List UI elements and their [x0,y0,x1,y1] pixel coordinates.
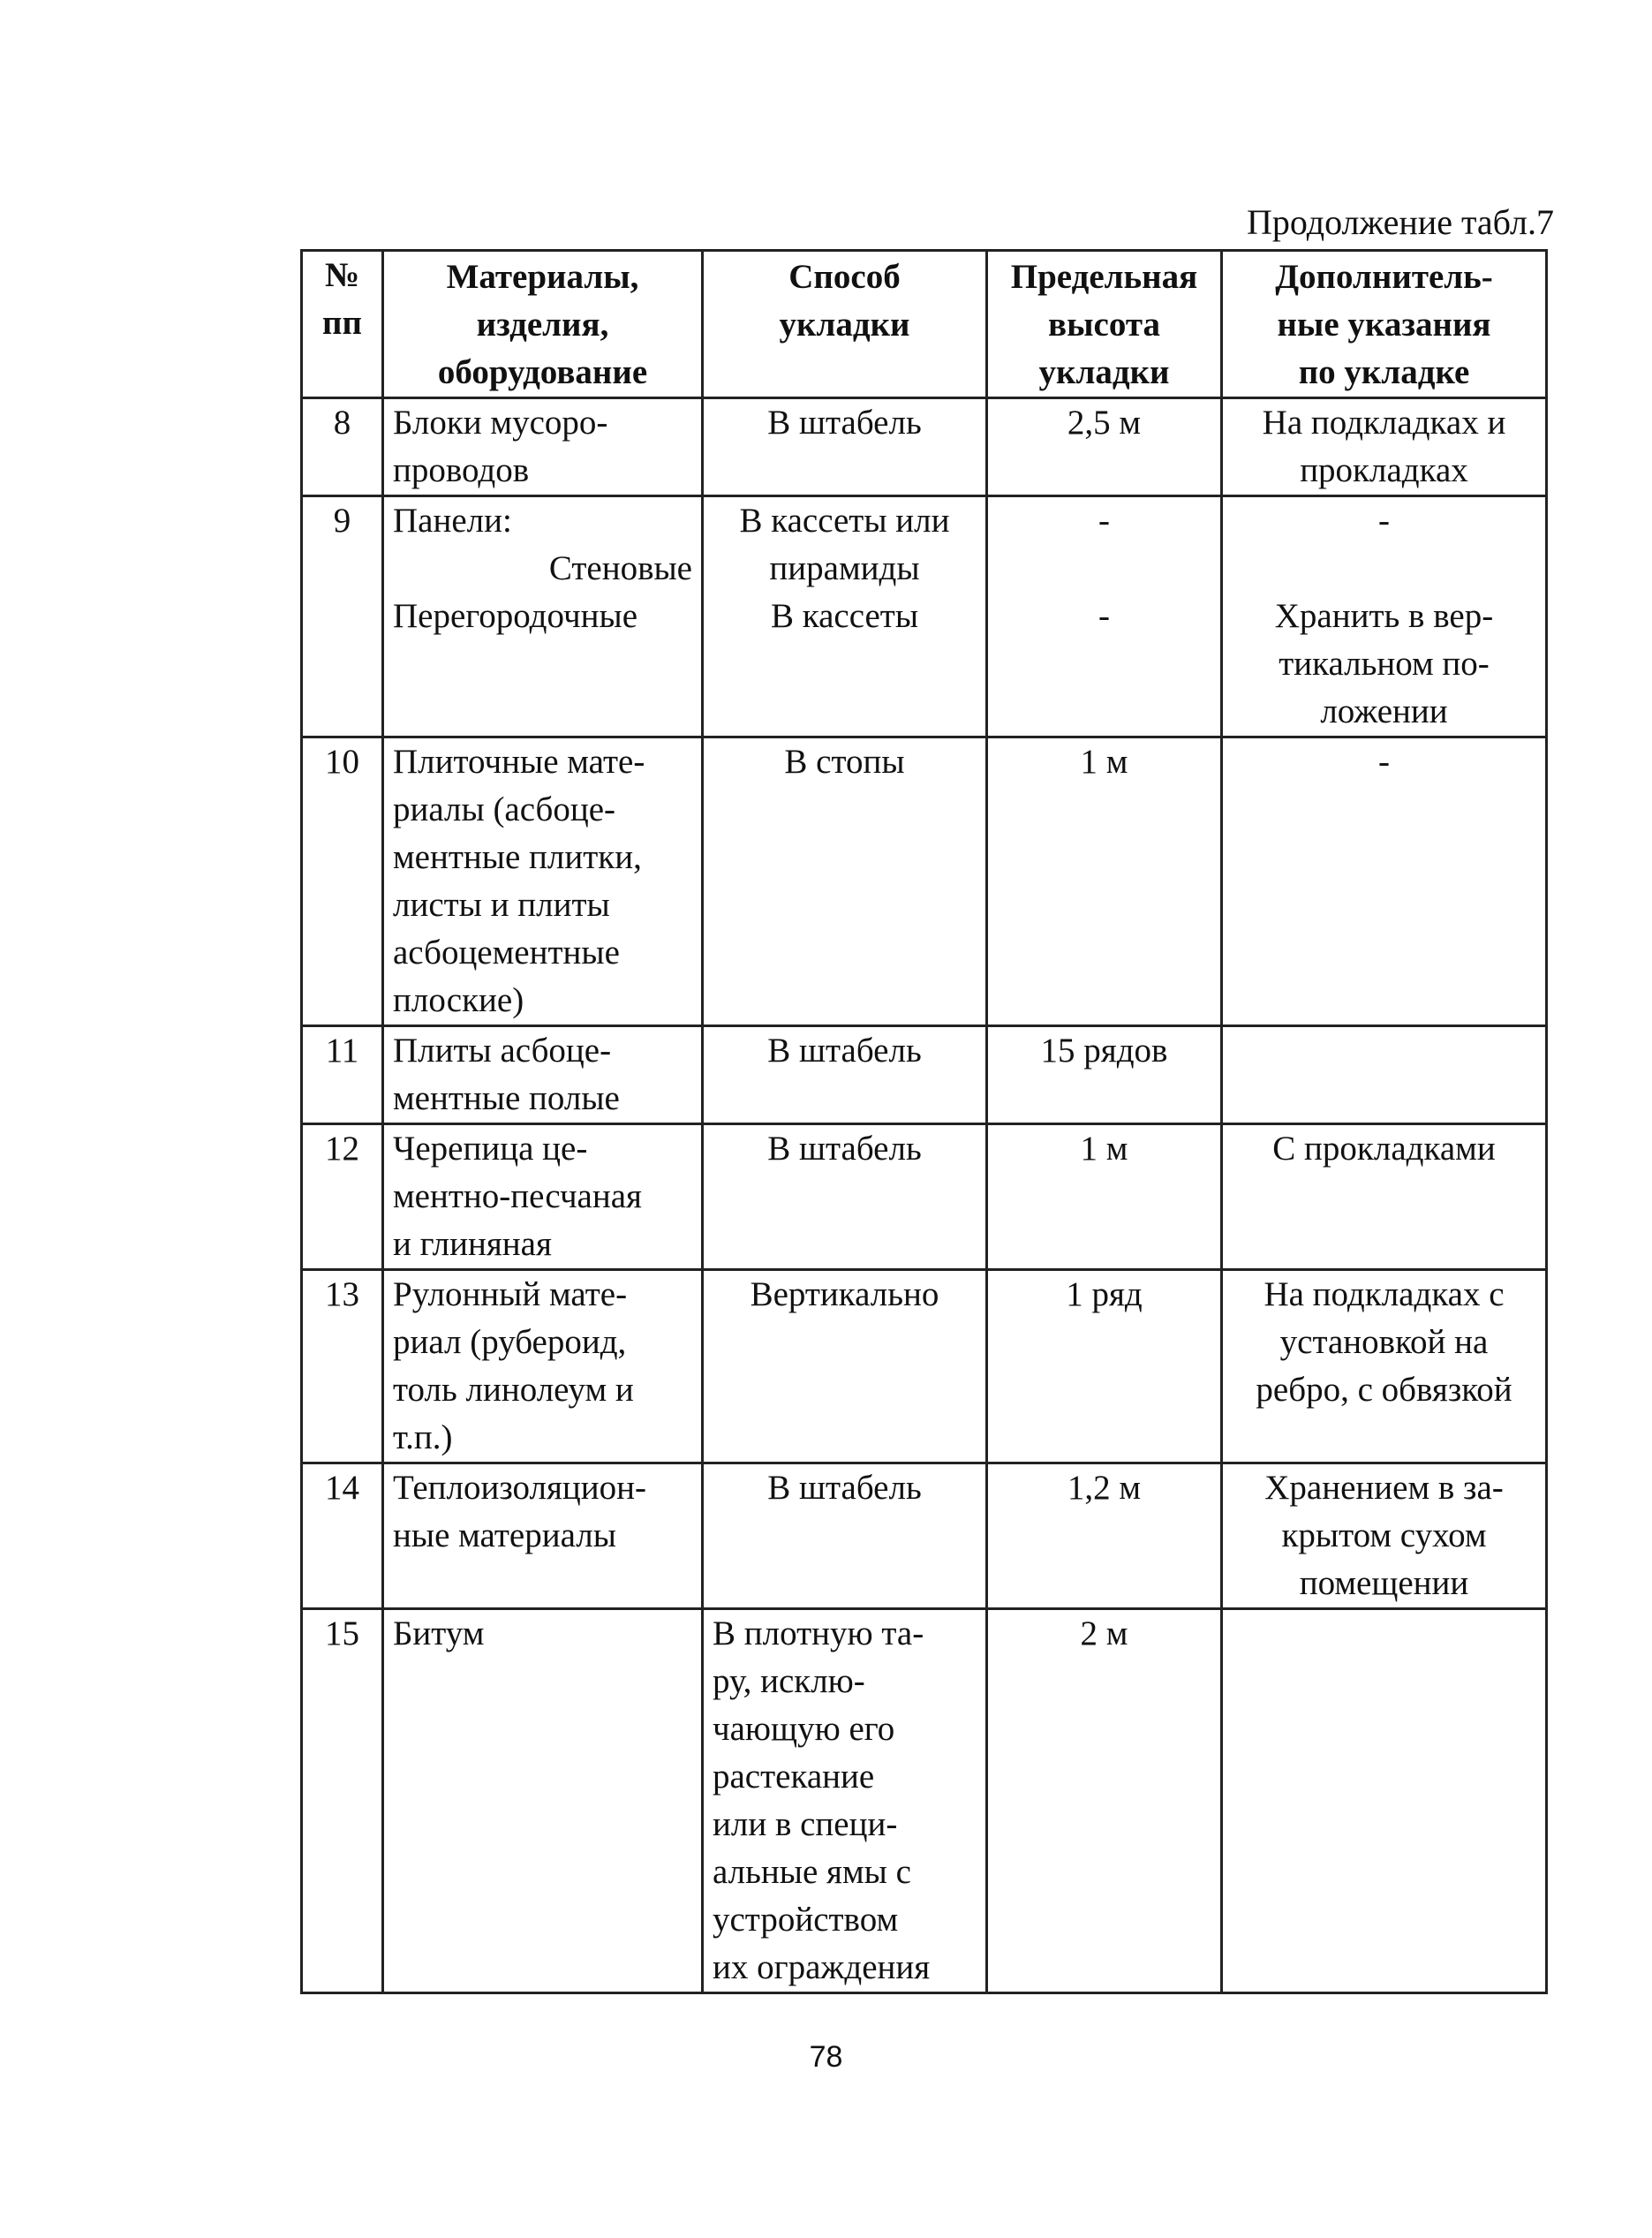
row-number: 9 [302,496,383,737]
header-notes [1222,251,1547,398]
text-line: Рулонный мате- [393,1275,628,1313]
method-cell [703,1026,987,1124]
text-line: ложении [1320,692,1448,730]
material-partitions: Перегородочные [393,597,638,635]
text-line: Способ [788,258,901,296]
text-line: ные указания [1277,306,1491,344]
text-line: В плотную та- [713,1614,924,1652]
text-line: риалы (асбоце- [393,790,616,828]
row-number: 14 [302,1463,383,1609]
text-line: и глиняная [393,1225,552,1263]
material-cell [383,1270,703,1463]
text-line: В штабель [767,1469,922,1507]
text-line: В стопы [784,743,905,781]
text-line: прокладках [1300,451,1468,489]
method-cell [703,398,987,496]
notes-cell [1222,398,1547,496]
text-line: 1,2 м [1067,1469,1142,1507]
text-line: В штабель [767,1032,922,1070]
text-line: Хранением в за- [1264,1469,1504,1507]
notes-walls: - [1378,502,1390,540]
method-cell [703,1270,987,1463]
table-row [302,1026,1547,1124]
height-walls: - [1098,502,1110,540]
notes-cell [1222,496,1547,737]
height-cell [987,398,1222,496]
notes-cell [1222,1124,1547,1270]
text-line: На подкладках и [1262,404,1506,442]
text-line: крытом сухом [1281,1516,1487,1554]
table-row [302,1609,1547,1993]
table-row [302,1124,1547,1270]
text-line: В штабель [767,404,922,442]
height-cell [987,737,1222,1026]
method-cell [703,1124,987,1270]
text-line: листы и плиты [393,886,610,924]
text-line: 1 м [1080,743,1128,781]
text-line: ментно-песчаная [393,1177,642,1215]
text-line: 2,5 м [1067,404,1142,442]
material-title: Панели: [393,502,512,540]
material-cell [383,737,703,1026]
text-line: В кассеты или [739,502,950,540]
height-partitions: - [1098,597,1110,635]
page-number: 78 [809,2040,843,2074]
row-number: 12 [302,1124,383,1270]
header-material [383,251,703,398]
table-header-row [302,251,1547,398]
header-height [987,251,1222,398]
material-cell [383,1124,703,1270]
text-line: 2 м [1080,1614,1128,1652]
text-line: устройством [713,1901,899,1939]
table-row [302,398,1547,496]
table-row [302,496,1547,737]
text-line: Хранить в вер- [1274,597,1494,635]
text-line: ментные полые [393,1079,620,1117]
text-line: № [324,256,360,294]
text-line: толь линолеум и [393,1371,634,1409]
text-line: ментные плитки, [393,838,642,876]
text-line: чающую его [713,1710,895,1748]
text-line: Плиточные мате- [393,743,645,781]
notes-cell [1222,1026,1547,1124]
header-method [703,251,987,398]
text-line: высота [1048,306,1160,344]
text-line: 1 м [1080,1130,1128,1168]
text-line: пп [322,304,362,342]
text-line: помещении [1299,1564,1469,1602]
height-cell [987,1270,1222,1463]
header-num [302,251,383,398]
text-line: тикальном по- [1279,645,1490,683]
table-caption: Продолжение табл.7 [1247,202,1554,242]
text-line: по укладке [1298,353,1470,391]
storage-table [300,249,1548,1994]
material-walls: Стеновые [548,549,692,587]
height-cell [987,1609,1222,1993]
method-cell [703,737,987,1026]
text-line: Теплоизоляцион- [393,1469,647,1507]
text-line: На подкладках с [1264,1275,1505,1313]
text-line: растекание [713,1758,875,1796]
material-cell [383,398,703,496]
text-line: их ограждения [713,1948,931,1986]
table-row [302,1463,1547,1609]
row-number: 13 [302,1270,383,1463]
text-line: или в специ- [713,1805,898,1843]
row-number: 10 [302,737,383,1026]
notes-cell [1222,1463,1547,1609]
text-line: Дополнитель- [1275,258,1493,296]
text-line: Вертикально [750,1275,939,1313]
text-line: Черепица це- [393,1130,588,1168]
text-line: Предельная [1010,258,1198,296]
text-line: С прокладками [1272,1130,1496,1168]
height-cell [987,1026,1222,1124]
table-row [302,737,1547,1026]
text-line: оборудование [437,353,648,391]
text-line: 15 рядов [1040,1032,1168,1070]
row-number: 11 [302,1026,383,1124]
text-line: ру, исклю- [713,1662,865,1700]
method-cell [703,1609,987,1993]
text-line: проводов [393,451,530,489]
material-cell [383,1026,703,1124]
height-cell [987,1463,1222,1609]
text-line: альные ямы с [713,1853,911,1891]
notes-cell [1222,1609,1547,1993]
notes-cell [1222,737,1547,1026]
method-cell [703,1463,987,1609]
row-number: 8 [302,398,383,496]
text-line: ребро, с обвязкой [1256,1371,1512,1409]
text-line: - [1378,743,1390,781]
material-cell [383,1609,703,1993]
text-line: асбоцементные [393,934,620,972]
height-cell [987,1124,1222,1270]
text-line: Блоки мусоро- [393,404,608,442]
text-line: плоские) [393,981,524,1019]
method-cell [703,496,987,737]
text-line: т.п.) [393,1418,453,1456]
text-line: укладки [1038,353,1170,391]
text-line: В штабель [767,1130,922,1168]
text-line: пирамиды [769,549,920,587]
text-line: укладки [779,306,910,344]
text-line: риал (рубероид, [393,1323,627,1361]
text-line: ные материалы [393,1516,616,1554]
text-line: Плиты асбоце- [393,1032,612,1070]
text-line: установкой на [1279,1323,1489,1361]
text-line: 1 ряд [1066,1275,1143,1313]
row-number: 15 [302,1609,383,1993]
method-partitions: В кассеты [770,597,919,635]
text-line: изделия, [476,306,609,344]
text-line: Битум [393,1614,485,1652]
material-cell [383,496,703,737]
material-cell [383,1463,703,1609]
table-row [302,1270,1547,1463]
text-line: Материалы, [446,258,639,296]
notes-cell [1222,1270,1547,1463]
height-cell [987,496,1222,737]
